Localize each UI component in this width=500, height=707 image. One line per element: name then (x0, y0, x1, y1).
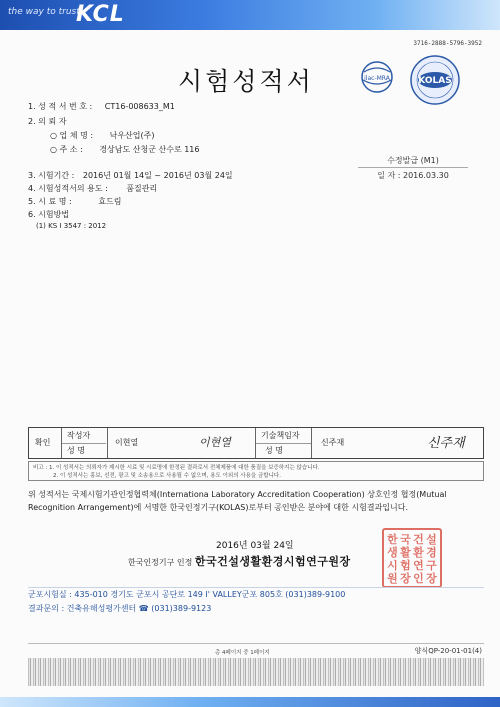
kcl-logo: KCL (76, 2, 125, 27)
ilac-mra-logo (358, 60, 396, 100)
seal-char: 활 (400, 546, 411, 559)
footer-band (0, 697, 500, 707)
revision-label: 수정발급 (M1) (358, 155, 468, 168)
purpose-value: 품질관리 (126, 184, 158, 193)
writer-name: 이현열 (115, 438, 139, 447)
tagline: the way to trust (8, 7, 80, 17)
document-number: 3716-2888-5796-3952 (413, 40, 482, 47)
official-seal (382, 528, 442, 588)
sig-divider-2 (107, 428, 108, 458)
seal-char: 건 (413, 533, 424, 546)
address-label: ○ 주 소 : (50, 145, 83, 154)
tech-name: 신주재 (321, 438, 345, 447)
seal-char: 구 (426, 559, 437, 572)
issuer-prefix: 한국인정기구 인정 (128, 558, 193, 567)
seal-char: 경 (426, 546, 437, 559)
sig-hdivider-1 (62, 443, 106, 444)
sample-row (28, 196, 121, 207)
lab-address: 군포시험실 : 435-010 경기도 군포시 공단로 149 I' VALLEY군포 805호 (031)389-9100 (28, 590, 346, 599)
method-standard-value: (1) KS I 3547 : 2012 (36, 222, 107, 230)
purpose-row (28, 183, 157, 194)
address-value: 경상남도 산청군 산수로 116 (99, 145, 200, 154)
seal-char: 시 (387, 559, 398, 572)
report-number-label: 1. 성 적 서 번 호 : (28, 102, 93, 111)
method-standard-row (36, 222, 106, 230)
tech-title: 기술책임자 (261, 431, 300, 440)
sig-hdivider-2 (256, 443, 311, 444)
company-value: 낙우산업(주) (109, 131, 155, 140)
seal-char: 한 (387, 533, 398, 546)
writer-signature: 이현열 (199, 436, 231, 449)
sig-divider-4 (311, 428, 312, 458)
revision-box (358, 155, 468, 183)
seal-char: 험 (400, 559, 411, 572)
purpose-label: 4. 시험성적서의 용도 : (28, 184, 108, 193)
seal-char: 원 (387, 572, 398, 585)
writer-title: 작성자 (67, 431, 91, 440)
signature-table (28, 427, 484, 459)
company-label: ○ 업 체 명 : (50, 131, 94, 140)
issuer-line (128, 553, 351, 569)
confirm-label: 확인 (35, 438, 51, 447)
seal-char: 장 (400, 572, 411, 585)
method-row (28, 209, 69, 220)
remark-line-1: 비고 : 1. 이 성적서는 의뢰자가 제시한 시료 및 시료명에 한정된 결과로서 전체제품에 대한 품질을 보증하지는 않습니다. (33, 465, 320, 471)
kolas-label: KOLAS (418, 76, 452, 86)
issuer-institute: 한국건설생활환경시험연구원장 (194, 555, 351, 568)
remark-line-2: 2. 이 성적서는 홍보, 선전, 광고 및 소송용으로 사용될 수 없으며, 용도 이외의 사용을 금합니다. (53, 473, 281, 479)
accreditation-statement: 위 성적서는 국제시험기관인정협력체(Internationa Laboratory Accreditation Cooperation) 상호인정 협정(Mutual Recognition Arrangement)에 서명한 한국인정기구(KOLAS)로부터 공인받은 분야에 대한 시험결과입니다. (28, 490, 447, 512)
kolas-logo (402, 54, 468, 106)
security-pattern-strip (28, 658, 484, 686)
form-code: 양식QP-20-01-01(4) (414, 647, 482, 655)
issue-date: 2016년 03월 24일 (216, 541, 294, 551)
report-number-value: CT16-008633_M1 (104, 102, 175, 111)
client-label: 2. 의 뢰 자 (28, 117, 67, 126)
contact-block (28, 588, 484, 616)
seal-char: 설 (426, 533, 437, 546)
address-row (50, 144, 200, 155)
tech-name-label: 성 명 (265, 446, 283, 455)
seal-char: 생 (387, 546, 398, 559)
sample-label: 5. 시 료 명 : (28, 197, 72, 206)
header-band (0, 0, 500, 30)
seal-char: 연 (413, 559, 424, 572)
footer-divider (28, 643, 484, 644)
seal-char: 환 (413, 546, 424, 559)
method-label: 6. 시험방법 (28, 210, 70, 219)
result-inquiry: 결과문의 : 건축유해성평가센터 ☎ (031)389-9123 (28, 604, 212, 613)
client-row (28, 116, 66, 127)
period-row (28, 170, 233, 181)
writer-name-label: 성 명 (67, 446, 85, 455)
seal-char: 장 (426, 572, 437, 585)
tech-signature: 신주재 (427, 436, 465, 451)
period-label: 3. 시험기간 : (28, 171, 75, 180)
company-row (50, 130, 154, 141)
seal-char: 국 (400, 533, 411, 546)
page-title: 시험성적서 (178, 67, 314, 96)
report-number-row (28, 101, 175, 112)
page-count: 총 4페이지 중 1페이지 (215, 650, 270, 656)
remarks-box (28, 461, 484, 481)
ilac-label: ilac-MRA (364, 75, 390, 82)
seal-char: 인 (413, 572, 424, 585)
revision-date: 일 자 : 2016.03.30 (377, 171, 449, 180)
sample-value: 효드림 (98, 197, 122, 206)
period-value: 2016년 01월 14일 ~ 2016년 03월 24일 (82, 171, 233, 180)
